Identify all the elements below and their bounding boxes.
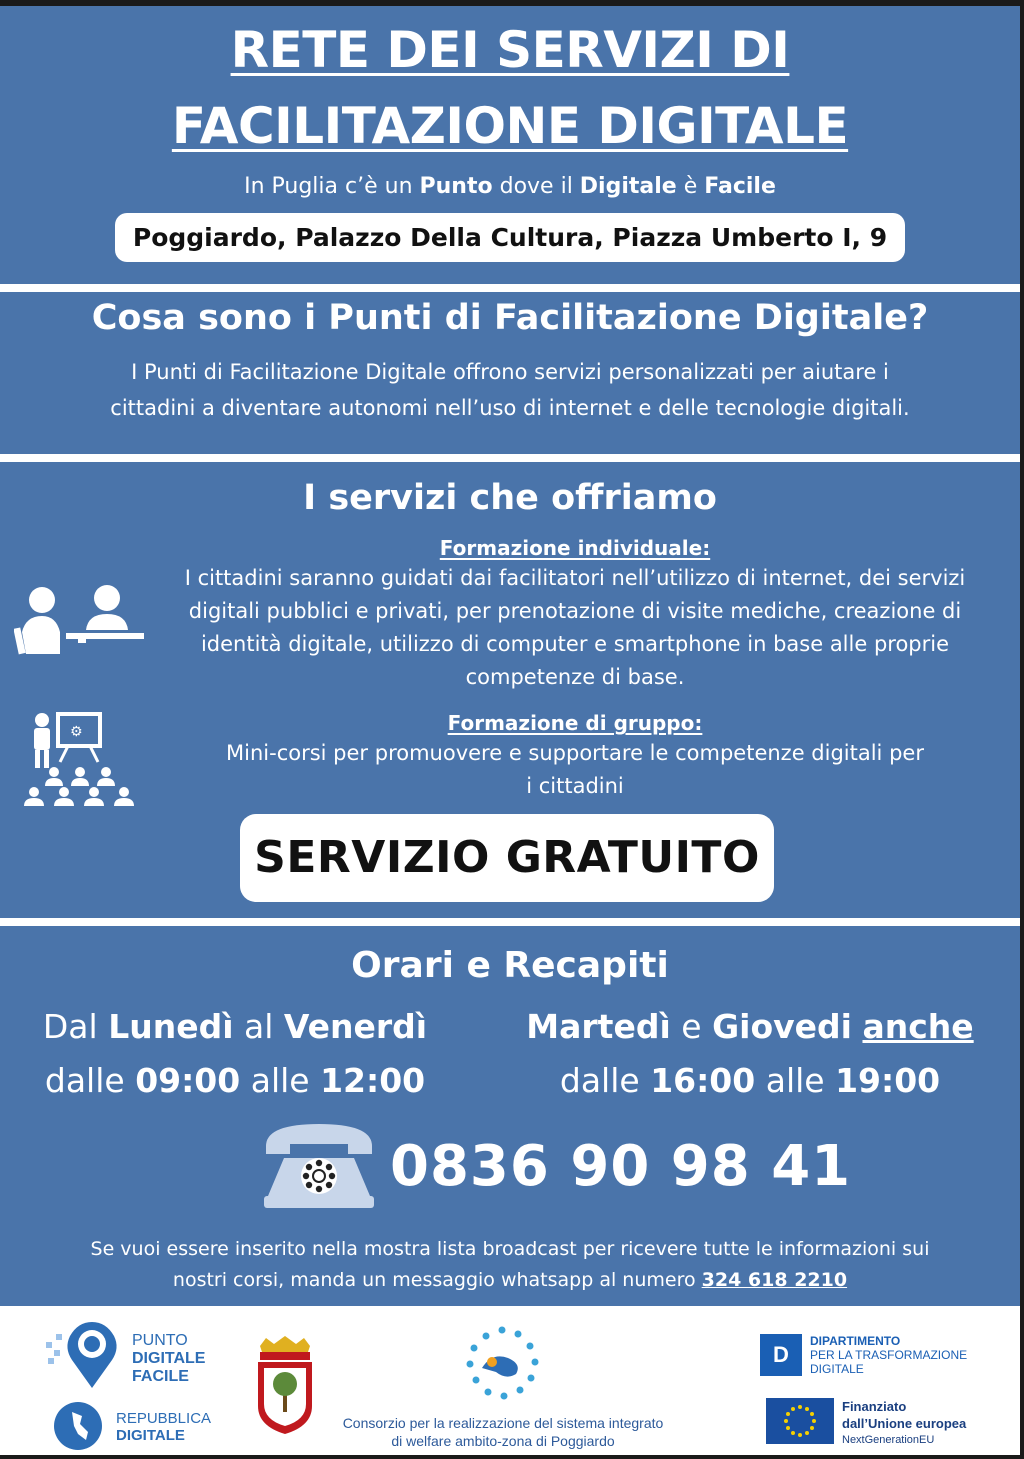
what-heading: Cosa sono i Punti di Facilitazione Digitale? <box>91 298 929 338</box>
weekday-hours <box>20 1000 450 1108</box>
divider <box>0 918 1020 926</box>
extra-time: dalle 16:00 alle 19:00 <box>559 1061 941 1100</box>
telephone-icon <box>262 1118 376 1210</box>
services-section <box>0 476 1020 520</box>
individual-line: I cittadini saranno guidati dai facilitatori nell’utilizzo di internet, dei servizi <box>184 566 966 590</box>
poster <box>0 6 1020 1455</box>
weekday-time: dalle 09:00 alle 12:00 <box>44 1061 426 1100</box>
eu-funding-text: Finanziato dall’Unione europea NextGenerationEU <box>842 1399 967 1446</box>
phone-number[interactable]: 0836 90 98 41 <box>390 1134 852 1199</box>
divider <box>0 454 1020 462</box>
whatsapp-number[interactable]: 324 618 2210 <box>701 1269 848 1291</box>
group-line: Mini-corsi per promuovere e supportare le competenze digitali per <box>226 741 924 765</box>
whatsapp-line-1: Se vuoi essere inserito nella mostra lista broadcast per ricevere tutte le informazioni sui <box>90 1238 930 1260</box>
whatsapp-note <box>30 1234 990 1296</box>
tagline <box>0 174 1020 199</box>
consortium-text: Consorzio per la realizzazione del sistema integrato di welfare ambito-zona di Poggiardo <box>342 1415 664 1449</box>
puglia-coat-of-arms <box>254 1336 316 1436</box>
title-line-1: RETE DEI SERVIZI DI <box>230 21 790 79</box>
tagline-bold: Punto <box>419 174 493 199</box>
tagline-bold: Digitale <box>579 174 677 199</box>
what-line-2: cittadini a diventare autonomi nell’uso di internet e delle tecnologie digitali. <box>110 396 910 420</box>
free-service-badge: SERVIZIO GRATUITO <box>240 814 774 902</box>
address-box: Poggiardo, Palazzo Della Cultura, Piazza Umberto I, 9 <box>115 213 905 262</box>
individual-line: digitali pubblici e privati, per prenotazione di visite mediche, creazione di <box>188 599 962 623</box>
repubblica-digitale-text: REPUBBLICA DIGITALE <box>116 1410 212 1444</box>
individual-training <box>0 536 1020 694</box>
consortium-logo <box>462 1324 542 1404</box>
title-line-2: FACILITAZIONE DIGITALE <box>171 97 849 155</box>
individual-line: competenze di base. <box>465 665 685 689</box>
extra-hours <box>500 1000 1000 1108</box>
department-logo: D <box>760 1334 802 1376</box>
individual-title: Formazione individuale: <box>439 536 711 560</box>
punto-digitale-facile-text: PUNTO DIGITALE FACILE <box>132 1332 206 1385</box>
extra-days: Martedì e Giovedi anche <box>526 1007 974 1046</box>
repubblica-digitale-logo <box>48 1398 108 1452</box>
what-section <box>0 296 1020 426</box>
tagline-text: In Puglia c’è un <box>244 174 420 199</box>
tagline-text: dove il <box>492 174 580 199</box>
whatsapp-line-2: nostri corsi, manda un messaggio whatsapp al numero 324 618 2210 <box>172 1269 848 1291</box>
svg-text:⚙: ⚙ <box>70 724 83 740</box>
what-line-1: I Punti di Facilitazione Digitale offrono servizi personalizzati per aiutare i <box>131 360 889 384</box>
footer-logos <box>0 1306 1020 1455</box>
group-line: i cittadini <box>526 774 624 798</box>
divider <box>0 284 1020 292</box>
services-heading: I servizi che offriamo <box>303 478 717 518</box>
punto-digitale-facile-logo <box>44 1320 126 1390</box>
weekday-days: Dal Lunedì al Venerdì <box>42 1007 428 1046</box>
individual-line: identità digitale, utilizzo di computer e smartphone in base alle proprie <box>200 632 950 656</box>
department-text: DIPARTIMENTO PER LA TRASFORMAZIONE DIGITALE <box>810 1334 968 1376</box>
tagline-text: è <box>676 174 705 199</box>
group-training <box>0 711 1020 803</box>
eu-flag <box>766 1398 834 1444</box>
tagline-bold: Facile <box>704 174 776 199</box>
contacts-title: Orari e Recapiti <box>351 945 669 986</box>
header-section <box>0 12 1020 262</box>
group-title: Formazione di gruppo: <box>447 711 703 735</box>
